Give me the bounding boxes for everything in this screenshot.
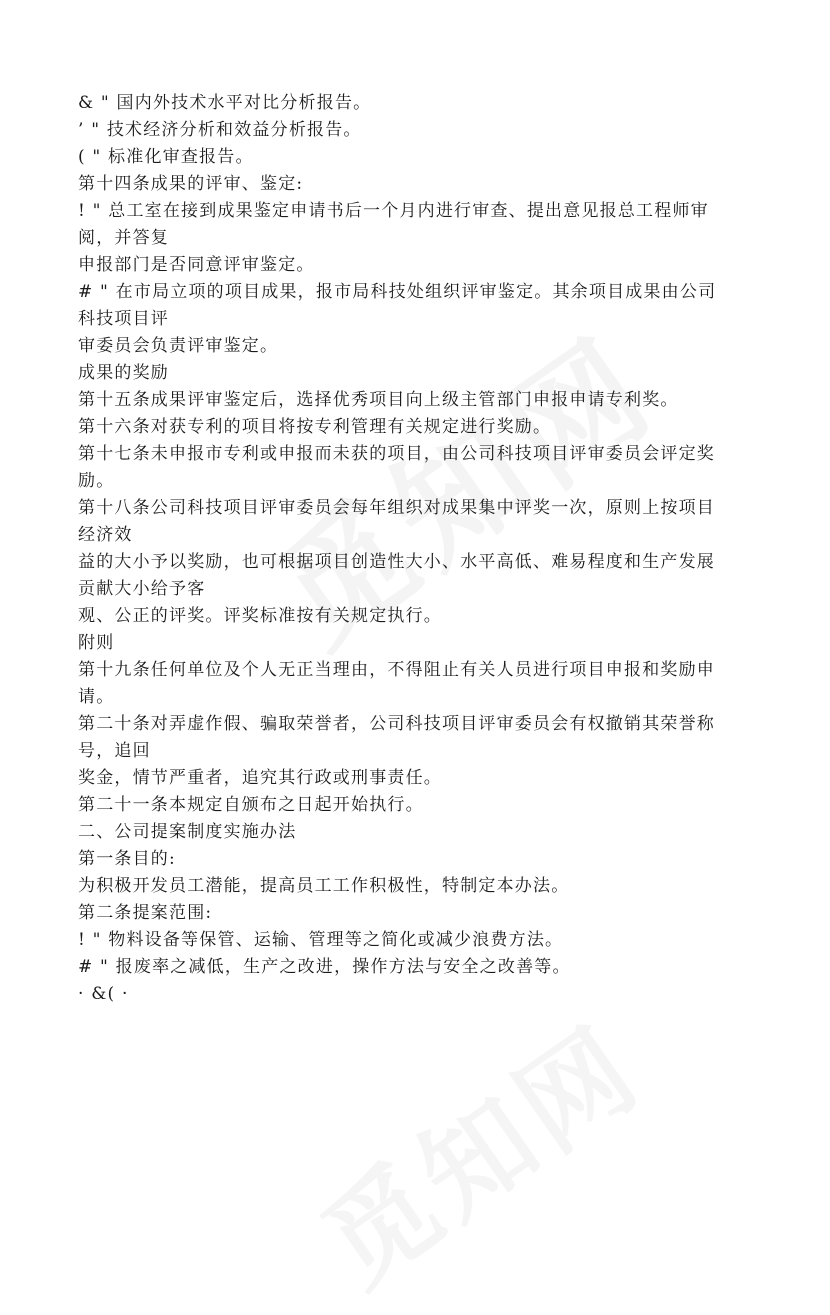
text-line: 阅，并答复 bbox=[78, 228, 169, 248]
page-number: · &( · bbox=[78, 984, 129, 1004]
text-line: 经济效 bbox=[78, 525, 133, 545]
text-line: 益的大小予以奖励，也可根据项目创造性大小、水平高低、难易程度和生产发展 bbox=[78, 552, 715, 572]
text-line: 为积极开发员工潜能，提高员工工作积极性，特制定本办法。 bbox=[78, 876, 570, 896]
text-line: 请。 bbox=[78, 687, 115, 707]
text-line: 第一条目的: bbox=[78, 849, 176, 869]
text-line: ! " 物料设备等保管、运输、管理等之简化或减少浪费方法。 bbox=[78, 930, 564, 950]
document-body bbox=[78, 92, 758, 1006]
text-line: 第十六条对获专利的项目将按专利管理有关规定进行奖励。 bbox=[78, 417, 552, 437]
section-heading: 二、公司提案制度实施办法 bbox=[78, 822, 297, 842]
text-line: 申报部门是否同意评审鉴定。 bbox=[78, 255, 315, 275]
text-line: 第十七条未申报市专利或申报而未获的项目，由公司科技项目评审委员会评定奖 bbox=[78, 444, 715, 464]
text-line: 第十四条成果的评审、鉴定: bbox=[78, 174, 304, 194]
section-heading: 成果的奖励 bbox=[78, 363, 169, 383]
text-line: 第二条提案范围: bbox=[78, 903, 213, 923]
text-line: 第十八条公司科技项目评审委员会每年组织对成果集中评奖一次，原则上按项目 bbox=[78, 498, 715, 518]
text-line: 第二十条对弄虚作假、骗取荣誉者，公司科技项目评审委员会有权撤销其荣誉称 bbox=[78, 714, 715, 734]
text-line: 观、公正的评奖。评奖标准按有关规定执行。 bbox=[78, 606, 442, 626]
text-line: 号，追回 bbox=[78, 741, 151, 761]
text-line: # " 报废率之减低，生产之改进，操作方法与安全之改善等。 bbox=[78, 957, 571, 977]
text-line: 科技项目评 bbox=[78, 309, 169, 329]
text-line: 贡献大小给予客 bbox=[78, 579, 206, 599]
text-line: 审委员会负责评审鉴定。 bbox=[78, 336, 279, 356]
watermark-bottom bbox=[287, 983, 668, 1315]
text-line: ’ " 技术经济分析和效益分析报告。 bbox=[78, 120, 362, 140]
text-line: ! " 总工室在接到成果鉴定申请书后一个月内进行审查、提出意见报总工程师审 bbox=[78, 201, 709, 221]
text-line: ( " 标准化审查报告。 bbox=[78, 147, 254, 167]
text-line: # " 在市局立项的项目成果，报市局科技处组织评审鉴定。其余项目成果由公司 bbox=[78, 282, 717, 302]
text-line: 奖金，情节严重者，追究其行政或刑事责任。 bbox=[78, 768, 442, 788]
text-line: & " 国内外技术水平对比分析报告。 bbox=[78, 93, 372, 113]
text-line: 励。 bbox=[78, 471, 115, 491]
text-line: 第二十一条本规定自颁布之日起开始执行。 bbox=[78, 795, 424, 815]
text-line: 第十九条任何单位及个人无正当理由，不得阻止有关人员进行项目申报和奖励申 bbox=[78, 660, 715, 680]
text-line: 第十五条成果评审鉴定后，选择优秀项目向上级主管部门申报申请专利奖。 bbox=[78, 390, 679, 410]
section-heading: 附则 bbox=[78, 633, 115, 653]
